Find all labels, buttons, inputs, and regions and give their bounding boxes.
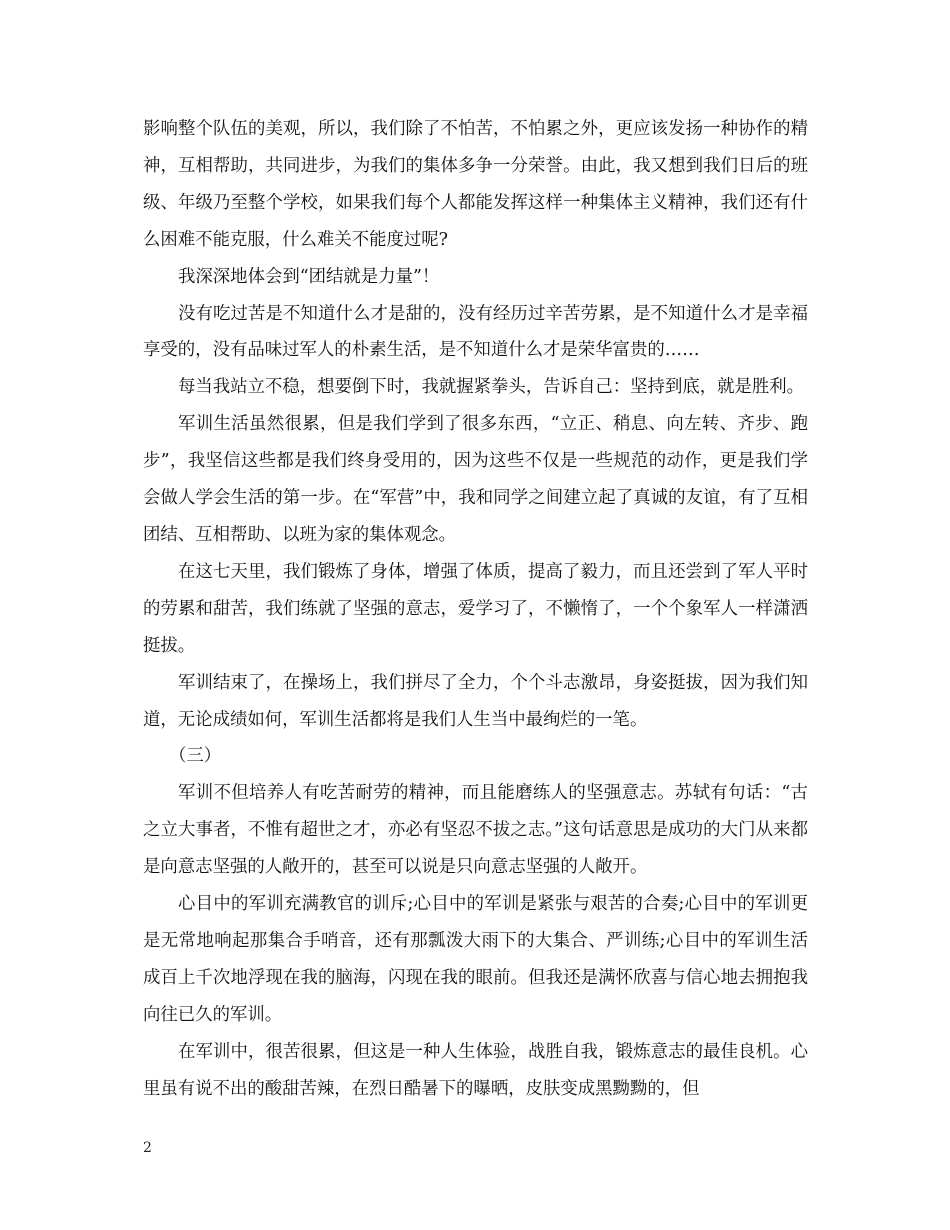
paragraph: 没有吃过苦是不知道什么才是甜的，没有经历过辛苦劳累，是不知道什么才是幸福享受的，没有品味过军人的朴素生活，是不知道什么才是荣华富贵的…… (143, 303, 808, 361)
paragraph: 我深深地体会到“团结就是力量”！ (178, 266, 440, 287)
paragraph: 在军训中，很苦很累，但这是一种人生体验，战胜自我，锻炼意志的最佳良机。心里虽有说不出的酸甜苦辣，在烈日酷暑下的曝晒，皮肤变成黑黝黝的，但 (143, 1041, 808, 1099)
paragraph: 军训结束了，在操场上，我们拼尽了全力，个个斗志激昂，身姿挺拔，因为我们知道，无论成绩如何，军训生活都将是我们人生当中最绚烂的一笔。 (143, 672, 808, 730)
paragraph: 在这七天里，我们锻炼了身体，增强了体质，提高了毅力，而且还尝到了军人平时的劳累和甜苦，我们练就了坚强的意志，爱学习了，不懒惰了，一个个象军人一样潇洒挺拔。 (143, 561, 808, 656)
paragraph: 军训不但培养人有吃苦耐劳的精神，而且能磨练人的坚强意志。苏轼有句话：“古之立大事者，不惟有超世之才，亦必有坚忍不拔之志。”这句话意思是成功的大门从来都是向意志坚强的人敞开的，甚至可以说是只向意志坚强的人敞开。 (143, 783, 808, 878)
paragraph: 军训生活虽然很累，但是我们学到了很多东西，“立正、稍息、向左转、齐步、跑步”，我坚信这些都是我们终身受用的，因为这些不仅是一些规范的动作，更是我们学会做人学会生活的第一步。在“军营”中，我和同学之间建立起了真诚的友谊，有了互相团结、互相帮助、以班为家的集体观念。 (143, 414, 808, 545)
page-number: 2 (143, 1140, 152, 1156)
body-text (143, 111, 808, 1107)
section-marker: （三） (169, 746, 222, 767)
paragraph-continued: 影响整个队伍的美观，所以，我们除了不怕苦，不怕累之外，更应该发扬一种协作的精神，互相帮助，共同进步，为我们的集体多争一分荣誉。由此，我又想到我们日后的班级、年级乃至整个学校，如果我们每个人都能发挥这样一种集体主义精神，我们还有什么困难不能克服，什么难关不能度过呢? (143, 119, 808, 250)
paragraph: 每当我站立不稳，想要倒下时，我就握紧拳头，告诉自己：坚持到底，就是胜利。 (178, 377, 805, 398)
paragraph: 心目中的军训充满教官的训斥;心目中的军训是紧张与艰苦的合奏;心目中的军训更是无常地响起那集合手哨音，还有那瓢泼大雨下的大集合、严训练;心目中的军训生活成百上千次地浮现在我的脑海，闪现在我的眼前。但我还是满怀欣喜与信心地去拥抱我向往已久的军训。 (143, 894, 808, 1025)
